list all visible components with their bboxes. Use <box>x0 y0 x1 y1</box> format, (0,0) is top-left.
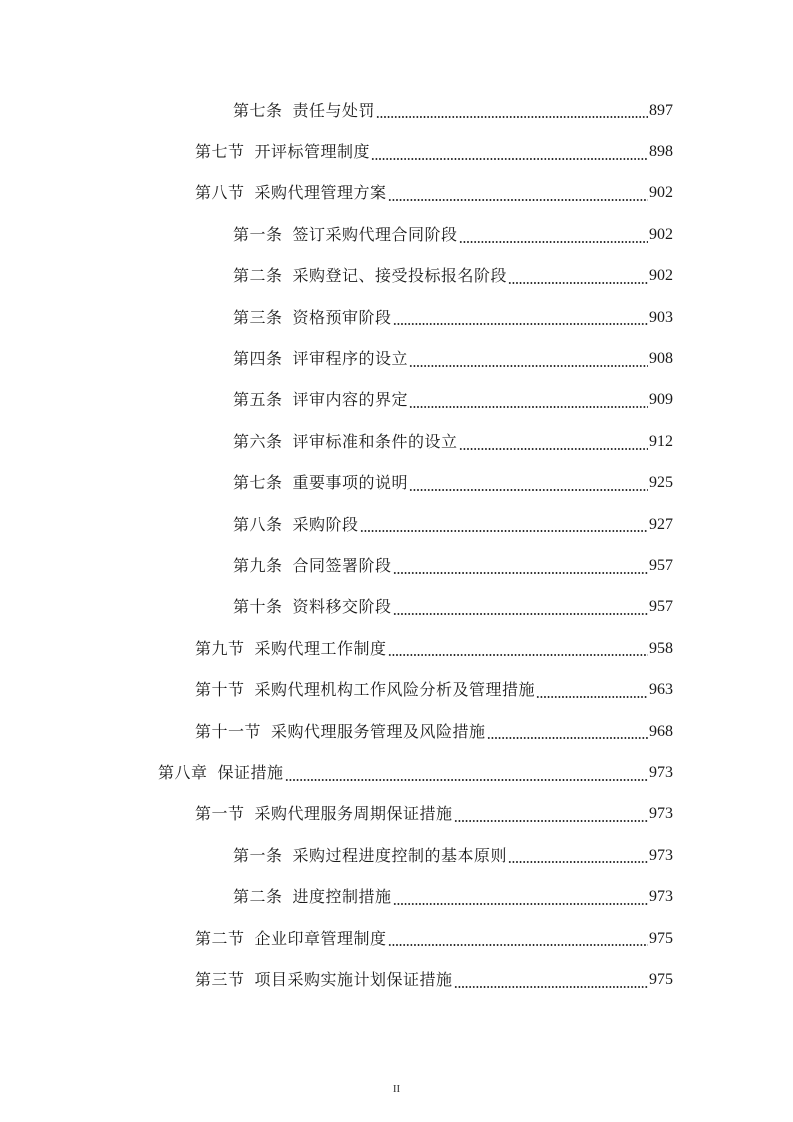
toc-dot-leader <box>393 571 648 575</box>
toc-entry-title: 责任与处罚 <box>292 100 376 120</box>
toc-entry-number: 第二条 <box>233 887 283 907</box>
toc-dot-leader <box>388 653 648 657</box>
toc-entry-page: 975 <box>649 929 673 947</box>
toc-entry-number: 第八条 <box>233 514 283 534</box>
toc-dot-leader <box>409 364 648 368</box>
toc-entry-page: 957 <box>649 556 673 574</box>
toc-entry[interactable] <box>0 959 793 1000</box>
toc-dot-leader <box>360 529 648 533</box>
toc-entry-title: 评审内容的界定 <box>292 390 409 410</box>
toc-entry-number: 第七条 <box>233 473 283 493</box>
toc-entry-page: 963 <box>649 681 673 699</box>
toc-entry-title: 采购代理工作制度 <box>254 638 387 658</box>
toc-entry-page: 903 <box>649 308 673 326</box>
toc-dot-leader <box>393 612 648 616</box>
toc-entry-page: 973 <box>649 888 673 906</box>
toc-entry-title: 采购登记、接受投标报名阶段 <box>292 266 508 286</box>
toc-dot-leader <box>409 405 648 409</box>
toc-entry-number: 第一条 <box>233 224 283 244</box>
toc-entry-title: 进度控制措施 <box>292 887 392 907</box>
page-number: II <box>392 1083 401 1095</box>
toc-entry-page: 968 <box>649 722 673 740</box>
toc-entry-number: 第四条 <box>233 349 283 369</box>
toc-entry-number: 第八节 <box>195 183 245 203</box>
toc-entry[interactable] <box>0 463 793 504</box>
toc-entry-number: 第三条 <box>233 307 283 327</box>
toc-entry[interactable] <box>0 131 793 172</box>
toc-entry-title: 签订采购代理合同阶段 <box>292 224 458 244</box>
toc-entry-page: 902 <box>649 267 673 285</box>
toc-entry-number: 第六条 <box>233 431 283 451</box>
toc-entry[interactable] <box>0 752 793 793</box>
toc-dot-leader <box>459 447 648 451</box>
toc-entry-title: 采购代理服务管理及风险措施 <box>271 721 486 741</box>
toc-entry[interactable] <box>0 421 793 462</box>
toc-entry-page: 912 <box>649 432 673 450</box>
toc-entry-title: 采购代理机构工作风险分析及管理措施 <box>254 680 536 700</box>
toc-dot-leader <box>388 943 648 947</box>
toc-dot-leader <box>536 695 648 699</box>
toc-entry-page: 973 <box>649 805 673 823</box>
toc-entry[interactable] <box>0 587 793 628</box>
toc-entry-page: 902 <box>649 184 673 202</box>
toc-entry-number: 第十条 <box>233 597 283 617</box>
toc-entry-number: 第三节 <box>195 969 245 989</box>
toc-entry[interactable] <box>0 173 793 214</box>
toc-entry-number: 第二条 <box>233 266 283 286</box>
toc-entry-title: 采购代理服务周期保证措施 <box>254 804 453 824</box>
toc-entry-page: 897 <box>649 101 673 119</box>
toc-entry-page: 908 <box>649 350 673 368</box>
toc-entry[interactable] <box>0 338 793 379</box>
toc-entry[interactable] <box>0 90 793 131</box>
toc-entry-number: 第十一节 <box>195 721 262 741</box>
toc-entry[interactable] <box>0 669 793 710</box>
toc-entry[interactable] <box>0 918 793 959</box>
toc-entry-page: 925 <box>649 474 673 492</box>
toc-dot-leader <box>376 115 648 119</box>
toc-entry-title: 项目采购实施计划保证措施 <box>254 969 453 989</box>
toc-entry-number: 第一节 <box>195 804 245 824</box>
toc-entry-number: 第九条 <box>233 555 283 575</box>
toc-entry-title: 开评标管理制度 <box>254 142 371 162</box>
toc-entry[interactable] <box>0 835 793 876</box>
toc-entry-title: 采购阶段 <box>292 514 359 534</box>
toc-entry-title: 评审标准和条件的设立 <box>292 431 458 451</box>
toc-entry-page: 975 <box>649 970 673 988</box>
toc-entry-title: 采购代理管理方案 <box>254 183 387 203</box>
toc-dot-leader <box>508 860 648 864</box>
toc-entry[interactable] <box>0 297 793 338</box>
toc-dot-leader <box>487 736 648 740</box>
toc-entry[interactable] <box>0 545 793 586</box>
toc-entry-number: 第七条 <box>233 100 283 120</box>
toc-entry-title: 资格预审阶段 <box>292 307 392 327</box>
toc-entry-number: 第一条 <box>233 845 283 865</box>
toc-entry-number: 第十节 <box>195 680 245 700</box>
toc-dot-leader <box>393 902 648 906</box>
toc-entry[interactable] <box>0 214 793 255</box>
toc-dot-leader <box>454 985 648 989</box>
toc-dot-leader <box>459 240 648 244</box>
toc-entry-number: 第五条 <box>233 390 283 410</box>
toc-entry[interactable] <box>0 711 793 752</box>
toc-entry[interactable] <box>0 504 793 545</box>
toc-entry-page: 902 <box>649 225 673 243</box>
toc-entry-number: 第八章 <box>158 762 208 782</box>
toc-dot-leader <box>285 778 648 782</box>
toc-entry-page: 958 <box>649 639 673 657</box>
toc-entry[interactable] <box>0 876 793 917</box>
toc-entry-title: 采购过程进度控制的基本原则 <box>292 845 508 865</box>
toc-dot-leader <box>508 281 648 285</box>
toc-entry-page: 898 <box>649 143 673 161</box>
toc-dot-leader <box>371 157 648 161</box>
toc-dot-leader <box>409 488 648 492</box>
toc-entry-number: 第七节 <box>195 142 245 162</box>
toc-dot-leader <box>388 198 648 202</box>
toc-entry-title: 合同签署阶段 <box>292 555 392 575</box>
toc-entry-title: 评审程序的设立 <box>292 349 409 369</box>
toc-entry-number: 第九节 <box>195 638 245 658</box>
table-of-contents <box>0 90 793 1001</box>
toc-entry[interactable] <box>0 794 793 835</box>
toc-entry-title: 企业印章管理制度 <box>254 928 387 948</box>
toc-entry-title: 保证措施 <box>217 762 284 782</box>
toc-entry[interactable] <box>0 380 793 421</box>
toc-entry-page: 957 <box>649 598 673 616</box>
toc-entry-page: 973 <box>649 846 673 864</box>
toc-entry-page: 909 <box>649 391 673 409</box>
toc-entry[interactable] <box>0 628 793 669</box>
toc-entry[interactable] <box>0 256 793 297</box>
toc-entry-page: 973 <box>649 763 673 781</box>
toc-dot-leader <box>393 322 648 326</box>
toc-entry-title: 重要事项的说明 <box>292 473 409 493</box>
toc-entry-number: 第二节 <box>195 928 245 948</box>
toc-dot-leader <box>454 819 648 823</box>
toc-entry-page: 927 <box>649 515 673 533</box>
toc-entry-title: 资料移交阶段 <box>292 597 392 617</box>
